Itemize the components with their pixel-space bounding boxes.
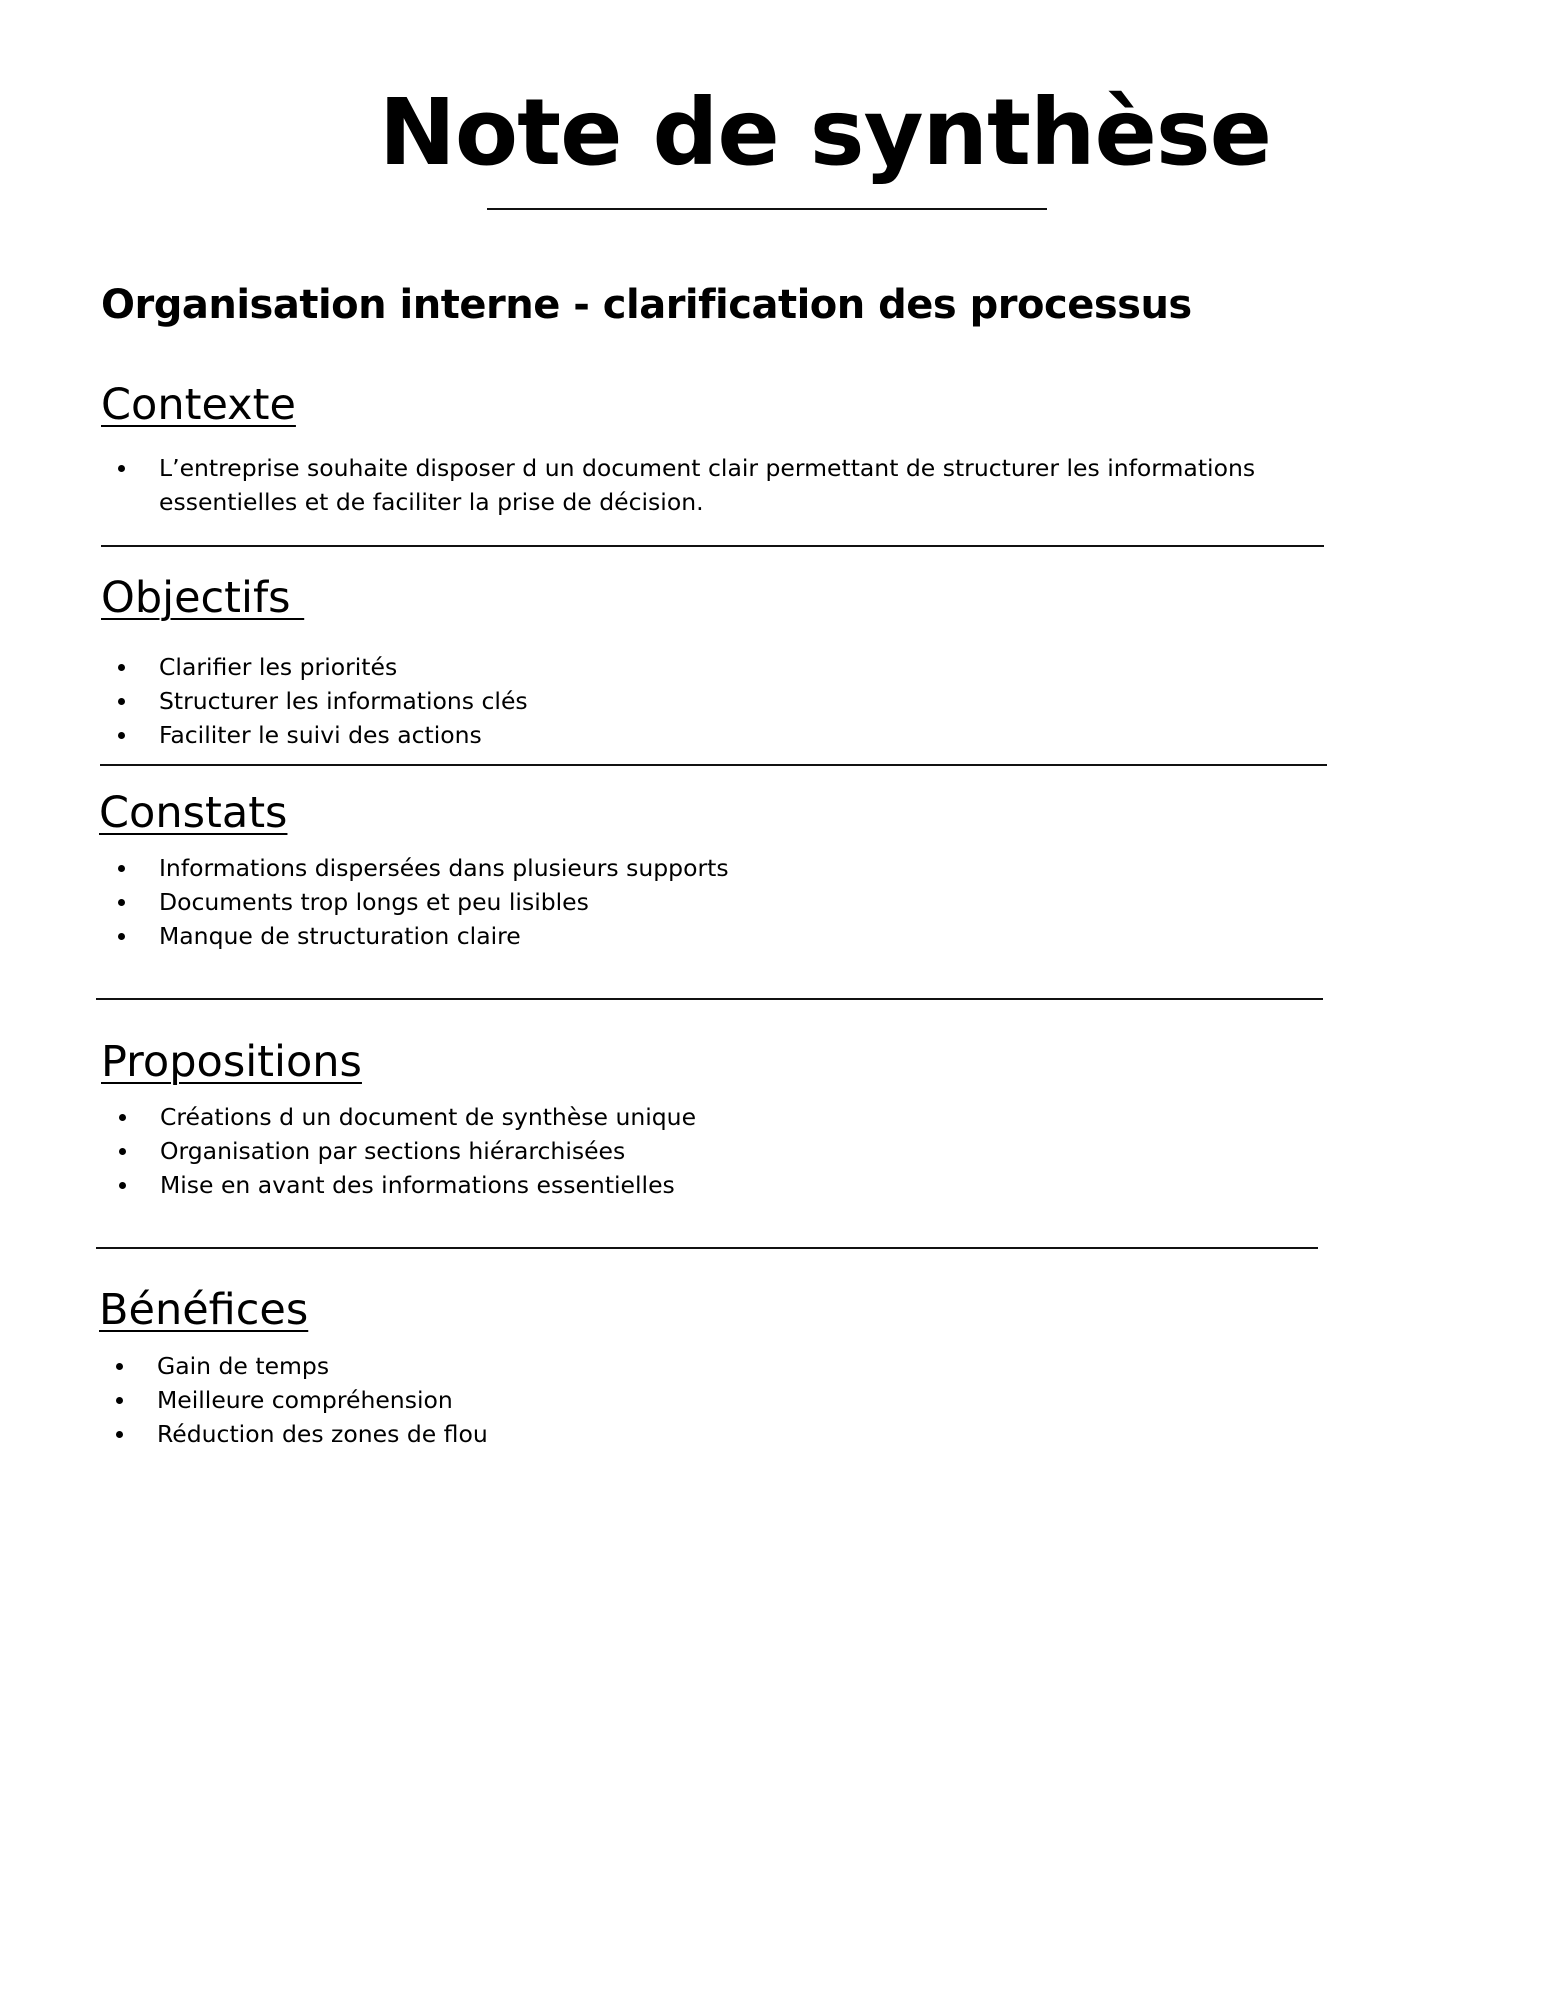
- section-heading-contexte: Contexte: [101, 380, 296, 430]
- list-item: Meilleure compréhension: [116, 1383, 488, 1417]
- section-divider: [101, 545, 1324, 547]
- list-item: Réduction des zones de flou: [116, 1417, 488, 1451]
- section-divider: [100, 764, 1327, 766]
- benefices-list: [116, 1349, 488, 1451]
- section-heading-constats: Constats: [99, 788, 288, 838]
- list-item: Créations d un document de synthèse unique: [119, 1100, 696, 1134]
- section-heading-propositions: Propositions: [101, 1037, 362, 1087]
- list-item: Manque de structuration claire: [118, 919, 729, 953]
- section-heading-benefices: Bénéfices: [99, 1285, 309, 1335]
- section-divider: [96, 1247, 1318, 1249]
- list-item: Faciliter le suivi des actions: [118, 718, 528, 752]
- document-subtitle: Organisation interne - clarification des processus: [101, 282, 1192, 328]
- list-item: Mise en avant des informations essentielles: [119, 1168, 696, 1202]
- list-item: Documents trop longs et peu lisibles: [118, 885, 729, 919]
- objectifs-list: [118, 650, 528, 752]
- propositions-list: [119, 1100, 696, 1202]
- list-item: Clarifier les priorités: [118, 650, 528, 684]
- document-title: Note de synthèse: [378, 79, 1272, 186]
- contexte-list: [118, 451, 1328, 519]
- section-heading-objectifs: Objectifs: [101, 573, 305, 623]
- list-item: Organisation par sections hiérarchisées: [119, 1134, 696, 1168]
- list-item: Gain de temps: [116, 1349, 488, 1383]
- title-divider: [487, 208, 1047, 210]
- constats-list: [118, 851, 729, 953]
- list-item: Structurer les informations clés: [118, 684, 528, 718]
- list-item: L’entreprise souhaite disposer d un document clair permettant de structurer les informations essentielles et de faciliter la prise de décision.: [118, 451, 1328, 519]
- list-item: Informations dispersées dans plusieurs supports: [118, 851, 729, 885]
- section-divider: [96, 998, 1323, 1000]
